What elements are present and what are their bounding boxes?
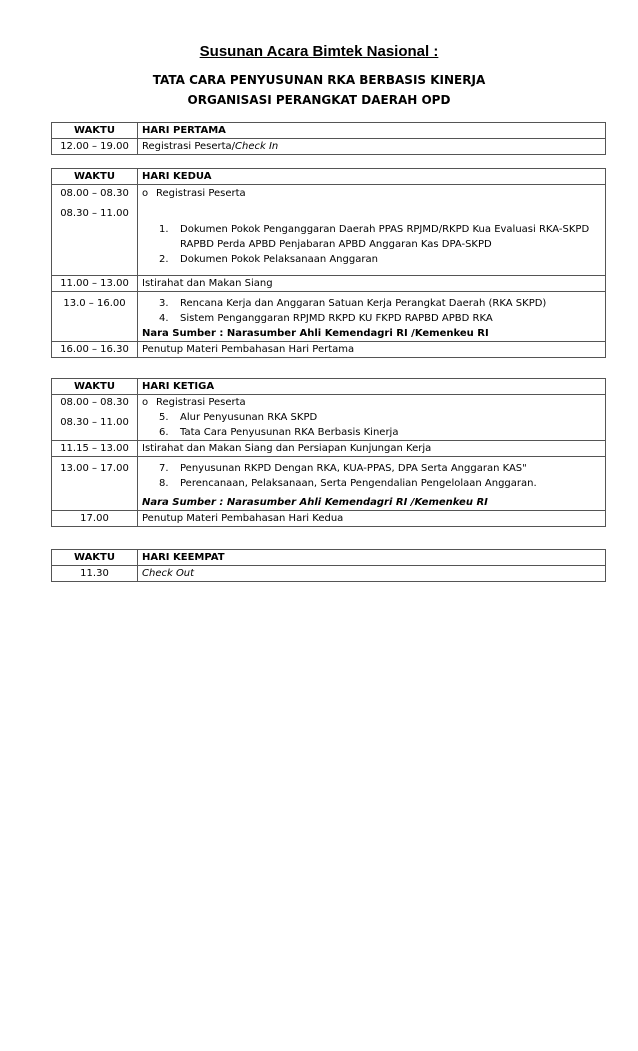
header-waktu: WAKTU (52, 550, 138, 566)
list-item (159, 296, 601, 311)
time-cell: 12.00 – 19.00 (52, 139, 138, 155)
time-cell: 11.15 – 13.00 (52, 441, 138, 457)
activity-italic-text: Check In (235, 141, 279, 152)
list-item-text: Rencana Kerja dan Anggaran Satuan Kerja Perangkat Daerah (RKA SKPD) (180, 298, 547, 309)
activity-cell (138, 139, 606, 155)
table-row (52, 511, 606, 527)
table-row (52, 185, 606, 276)
list-item-text: Alur Penyusunan RKA SKPD (180, 412, 318, 423)
table-header-row (52, 379, 606, 395)
time-text: 08.00 – 08.30 (60, 188, 129, 199)
table-row (52, 342, 606, 358)
time-text: 08.30 – 11.00 (60, 417, 129, 428)
activity-cell: Istirahat dan Makan Siang (138, 276, 606, 292)
schedule-table-day-3 (51, 378, 606, 527)
time-cell: 11.00 – 13.00 (52, 276, 138, 292)
activity-cell: Penutup Materi Pembahasan Hari Kedua (138, 511, 606, 527)
time-text: 08.30 – 11.00 (60, 208, 129, 219)
table-row (52, 395, 606, 441)
time-cell: 11.30 (52, 566, 138, 582)
list-item (159, 222, 601, 252)
header-waktu: WAKTU (52, 123, 138, 139)
bullet-icon: o (142, 188, 149, 199)
table-header-row (52, 550, 606, 566)
list-number: 7. (159, 463, 169, 474)
list-item-text: Perencanaan, Pelaksanaan, Serta Pengendalian Pengelolaan Anggaran. (180, 478, 537, 489)
list-number: 5. (159, 412, 169, 423)
list-item (159, 476, 601, 491)
bullet-icon: o (142, 397, 149, 408)
activity-cell (138, 185, 606, 276)
list-item-text: Tata Cara Penyusunan RKA Berbasis Kinerja (180, 427, 399, 438)
time-cell: 13.0 – 16.00 (52, 292, 138, 342)
header-day-title: HARI KETIGA (138, 379, 606, 395)
activity-cell: Istirahat dan Makan Siang dan Persiapan Kunjungan Kerja (138, 441, 606, 457)
list-item-text: Sistem Penganggaran RPJMD RKPD KU FKPD RAPBD APBD RKA (180, 313, 493, 324)
list-item-text: Dokumen Pokok Pelaksanaan Anggaran (180, 254, 378, 265)
list-number: 6. (159, 427, 169, 438)
header-waktu: WAKTU (52, 379, 138, 395)
schedule-table-day-1 (51, 122, 606, 155)
schedule-table-day-2 (51, 168, 606, 358)
list-item (159, 425, 601, 440)
activity-cell (138, 292, 606, 342)
activity-cell (138, 395, 606, 441)
header-day-title: HARI KEDUA (138, 169, 606, 185)
list-number: 2. (159, 254, 169, 265)
table-header-row (52, 169, 606, 185)
list-number: 4. (159, 313, 169, 324)
list-number: 1. (159, 224, 169, 235)
header-day-title: HARI PERTAMA (138, 123, 606, 139)
table-row (52, 292, 606, 342)
table-row (52, 276, 606, 292)
subtitle-line-1: TATA CARA PENYUSUNAN RKA BERBASIS KINERJA (152, 73, 486, 87)
list-item (159, 461, 601, 476)
table-row (52, 139, 606, 155)
header-waktu: WAKTU (52, 169, 138, 185)
list-item (142, 186, 601, 201)
subtitle-line-2: ORGANISASI PERANGKAT DAERAH OPD (187, 93, 451, 107)
schedule-table-day-4 (51, 549, 606, 582)
list-item-text: Dokumen Pokok Penganggaran Daerah PPAS RPJMD/RKPD Kua Evaluasi RKA-SKPD RAPBD Perda APBD Penjabaran APBD Anggaran Kas DPA-SKPD (180, 224, 590, 250)
list-item (142, 395, 601, 410)
activity-cell: Penutup Materi Pembahasan Hari Pertama (138, 342, 606, 358)
table-header-row (52, 123, 606, 139)
time-cell (52, 185, 138, 276)
list-number: 3. (159, 298, 169, 309)
activity-cell (138, 457, 606, 511)
speaker-text: Nara Sumber : Narasumber Ahli Kemendagri RI /Kemenkeu RI (142, 497, 488, 508)
list-item-text: Penyusunan RKPD Dengan RKA, KUA-PPAS, DPA Serta Anggaran KAS" (180, 463, 527, 474)
speaker-text: Nara Sumber : Narasumber Ahli Kemendagri RI /Kemenkeu RI (142, 328, 489, 339)
page-title: Susunan Acara Bimtek Nasional : (199, 43, 439, 60)
table-row (52, 441, 606, 457)
activity-text: Registrasi Peserta/ (142, 141, 236, 152)
time-cell: 16.00 – 16.30 (52, 342, 138, 358)
header-day-title: HARI KEEMPAT (138, 550, 606, 566)
time-text: 08.00 – 08.30 (60, 397, 129, 408)
list-item-text: Registrasi Peserta (156, 397, 246, 408)
list-item-text: Registrasi Peserta (156, 188, 246, 199)
list-item (159, 410, 601, 425)
list-item (159, 252, 601, 267)
table-row (52, 566, 606, 582)
time-cell (52, 395, 138, 441)
table-row (52, 457, 606, 511)
time-cell: 13.00 – 17.00 (52, 457, 138, 511)
list-number: 8. (159, 478, 169, 489)
activity-cell: Check Out (138, 566, 606, 582)
list-item (159, 311, 601, 326)
time-cell: 17.00 (52, 511, 138, 527)
